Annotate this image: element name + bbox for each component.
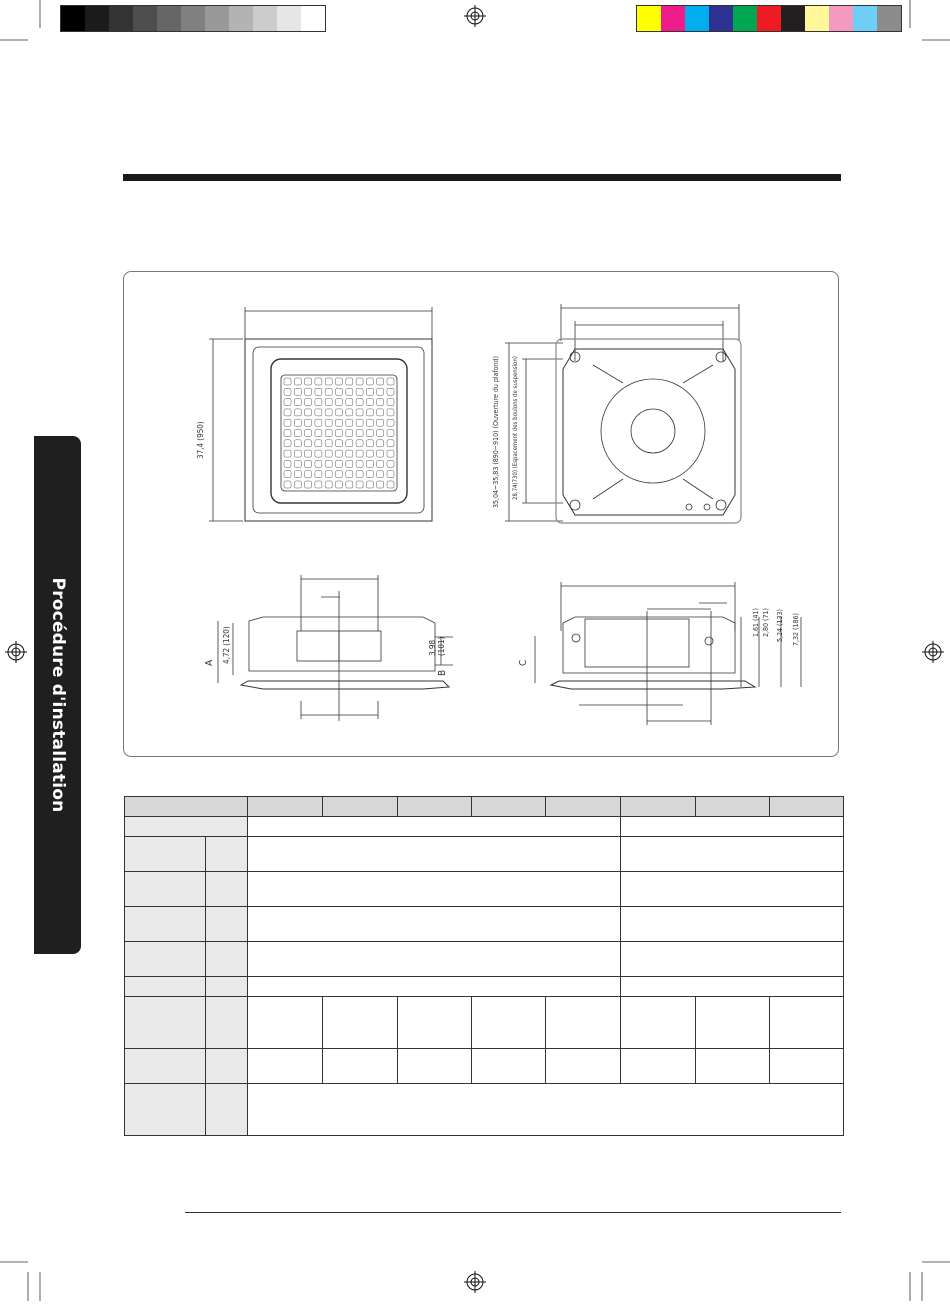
- grille-hole: [356, 450, 363, 457]
- grille-hole: [315, 388, 322, 395]
- color-swatch: [661, 6, 685, 31]
- grille-hole: [294, 399, 301, 406]
- grille-hole: [284, 460, 291, 467]
- grille-hole: [294, 481, 301, 488]
- grille-hole: [377, 409, 384, 416]
- table-row: [125, 977, 844, 997]
- dimension-side-height: 4,72 (120): [222, 626, 231, 664]
- grille-hole: [377, 471, 384, 478]
- grille-hole: [377, 419, 384, 426]
- grille-hole: [377, 388, 384, 395]
- grille-hole: [315, 440, 322, 447]
- grille-hole: [325, 481, 332, 488]
- grille-hole: [305, 440, 312, 447]
- grille-hole: [325, 388, 332, 395]
- grille-hole: [284, 450, 291, 457]
- grille-hole: [315, 409, 322, 416]
- grille-hole: [366, 378, 373, 385]
- registration-mark-icon: [464, 5, 486, 27]
- table-row: [125, 1049, 844, 1084]
- grille-hole: [366, 440, 373, 447]
- grille-hole: [356, 409, 363, 416]
- grille-hole: [294, 378, 301, 385]
- color-swatch: [229, 6, 253, 31]
- dimension-right-2: 2,80 (71): [762, 608, 770, 637]
- side-view-right: [535, 582, 801, 725]
- grille-hole: [356, 378, 363, 385]
- grille-hole: [366, 409, 373, 416]
- color-swatch: [85, 6, 109, 31]
- grille-hole: [356, 440, 363, 447]
- color-swatch: [829, 6, 853, 31]
- grille-hole: [315, 430, 322, 437]
- grille-hole: [336, 460, 343, 467]
- color-swatch: [133, 6, 157, 31]
- dimension-top-view-height: 37,4 (950): [196, 421, 205, 459]
- color-swatch: [253, 6, 277, 31]
- grille-hole: [336, 388, 343, 395]
- section-side-tab: [34, 436, 81, 954]
- grille-hole: [387, 471, 394, 478]
- grille-hole: [315, 419, 322, 426]
- grille-hole: [315, 471, 322, 478]
- gray-color-bar: [60, 5, 326, 32]
- grille-hole: [377, 450, 384, 457]
- color-swatch: [157, 6, 181, 31]
- color-swatch: [805, 6, 829, 31]
- grille-hole: [325, 450, 332, 457]
- grille-hole: [325, 460, 332, 467]
- color-swatch: [853, 6, 877, 31]
- color-swatch: [781, 6, 805, 31]
- grille-hole: [356, 471, 363, 478]
- color-swatch: [877, 6, 901, 31]
- grille-hole: [346, 460, 353, 467]
- registration-mark-icon: [922, 641, 944, 663]
- registration-mark-icon: [464, 1271, 486, 1293]
- grille-hole: [387, 481, 394, 488]
- grille-hole: [377, 399, 384, 406]
- dimension-right-1: 1,61 (41): [752, 608, 760, 637]
- color-swatch: [709, 6, 733, 31]
- grille-hole: [305, 430, 312, 437]
- side-view-left: [218, 575, 453, 721]
- grille-hole: [387, 460, 394, 467]
- grille-hole: [284, 378, 291, 385]
- color-swatch: [757, 6, 781, 31]
- color-swatch: [61, 6, 85, 31]
- color-swatch: [109, 6, 133, 31]
- color-swatch: [301, 6, 325, 31]
- grille-hole: [336, 481, 343, 488]
- dimension-b-mm: (101): [437, 636, 446, 656]
- section-header-rule: [123, 174, 841, 181]
- color-swatch: [277, 6, 301, 31]
- grille-hole: [387, 409, 394, 416]
- grille-hole: [305, 471, 312, 478]
- dimension-label-a: A: [204, 659, 215, 666]
- grille-hole: [346, 440, 353, 447]
- table-row: [125, 1084, 844, 1136]
- grille-hole: [366, 419, 373, 426]
- indoor-unit-drawings: [123, 271, 839, 757]
- grille-hole: [294, 419, 301, 426]
- color-swatch: [733, 6, 757, 31]
- grille-hole: [366, 450, 373, 457]
- grille-hole: [315, 399, 322, 406]
- grille-hole: [305, 481, 312, 488]
- grille-hole: [366, 388, 373, 395]
- grille-hole: [336, 471, 343, 478]
- grille-hole: [294, 388, 301, 395]
- color-swatch: [181, 6, 205, 31]
- table-header-row: [125, 797, 844, 817]
- registration-mark-icon: [5, 641, 27, 663]
- dimension-b-value: 3,98: [428, 639, 437, 656]
- grille-hole: [366, 399, 373, 406]
- grille-hole: [356, 481, 363, 488]
- grille-hole: [377, 440, 384, 447]
- grille-hole: [336, 419, 343, 426]
- grille-hole: [377, 460, 384, 467]
- grille-hole: [305, 460, 312, 467]
- grille-hole: [356, 430, 363, 437]
- grille-hole: [325, 399, 332, 406]
- grille-hole: [284, 440, 291, 447]
- color-swatch: [205, 6, 229, 31]
- grille-hole: [387, 399, 394, 406]
- grille-hole: [284, 481, 291, 488]
- grille-hole: [294, 460, 301, 467]
- grille-hole: [336, 440, 343, 447]
- grille-hole: [366, 430, 373, 437]
- grille-hole: [325, 440, 332, 447]
- grille-hole: [346, 481, 353, 488]
- grille-hole: [325, 378, 332, 385]
- grille-hole: [387, 388, 394, 395]
- grille-hole: [346, 450, 353, 457]
- grille-hole: [387, 378, 394, 385]
- grille-hole: [294, 409, 301, 416]
- grille-hole: [346, 409, 353, 416]
- grille-hole: [336, 430, 343, 437]
- grille-hole: [336, 399, 343, 406]
- grille-hole: [294, 440, 301, 447]
- grille-hole: [305, 399, 312, 406]
- grille-hole: [294, 471, 301, 478]
- grille-hole: [336, 409, 343, 416]
- table-row: [125, 997, 844, 1049]
- grille-hole: [346, 399, 353, 406]
- grille-hole: [325, 419, 332, 426]
- grille-hole: [284, 399, 291, 406]
- grille-hole: [377, 481, 384, 488]
- table-row: [125, 837, 844, 872]
- grille-hole: [346, 378, 353, 385]
- process-color-bar: [636, 5, 902, 32]
- grille-hole: [305, 450, 312, 457]
- grille-hole: [284, 419, 291, 426]
- grille-hole: [387, 450, 394, 457]
- grille-hole: [346, 419, 353, 426]
- grille-hole: [315, 481, 322, 488]
- grille-hole: [284, 471, 291, 478]
- grille-hole: [356, 419, 363, 426]
- body-bottom-view: [505, 304, 741, 523]
- footer-rule: [185, 1212, 841, 1213]
- grille-hole: [305, 378, 312, 385]
- grille-hole: [346, 430, 353, 437]
- grille-hole: [325, 471, 332, 478]
- grille-hole: [356, 399, 363, 406]
- side-tab-title: Procédure d'installation: [47, 577, 68, 813]
- grille-hole: [325, 409, 332, 416]
- table-row: [125, 872, 844, 907]
- grille-hole: [377, 378, 384, 385]
- grille-hole: [305, 409, 312, 416]
- grille-hole: [336, 450, 343, 457]
- grille-hole: [356, 460, 363, 467]
- grille-hole: [284, 388, 291, 395]
- grille-hole: [356, 388, 363, 395]
- dimension-ceiling-opening: 35,04~35,83 (890~910) (Ouverture du plafond): [492, 355, 500, 508]
- grille-hole: [284, 430, 291, 437]
- color-swatch: [637, 6, 661, 31]
- grille-hole: [377, 430, 384, 437]
- dimension-hanger-spacing: 28,74(730) (Espacement des boulons de suspension): [512, 356, 519, 500]
- table-row: [125, 817, 844, 837]
- grille-hole: [346, 471, 353, 478]
- grille-hole: [305, 419, 312, 426]
- dimension-spec-table: [124, 796, 844, 1136]
- grille-hole: [387, 430, 394, 437]
- dimension-right-4: 7,32 (186): [792, 613, 800, 646]
- grille-hole: [366, 460, 373, 467]
- table-row: [125, 942, 844, 977]
- panel-top-view: [209, 307, 432, 521]
- grille-hole: [315, 450, 322, 457]
- grille-hole: [294, 450, 301, 457]
- grille-hole: [346, 388, 353, 395]
- grille-hole: [325, 430, 332, 437]
- grille-hole: [294, 430, 301, 437]
- grille-hole: [366, 481, 373, 488]
- grille-hole: [315, 378, 322, 385]
- dimension-right-3: 5,24 (133): [776, 609, 784, 642]
- grille-hole: [387, 419, 394, 426]
- grille-hole: [387, 440, 394, 447]
- color-swatch: [685, 6, 709, 31]
- grille-hole: [315, 460, 322, 467]
- grille-hole: [366, 471, 373, 478]
- grille-hole: [336, 378, 343, 385]
- panel-grille-holes: [284, 378, 394, 488]
- grille-hole: [305, 388, 312, 395]
- dimension-label-b: B: [437, 669, 448, 676]
- grille-hole: [284, 409, 291, 416]
- dimension-label-c: C: [518, 659, 529, 666]
- table-row: [125, 907, 844, 942]
